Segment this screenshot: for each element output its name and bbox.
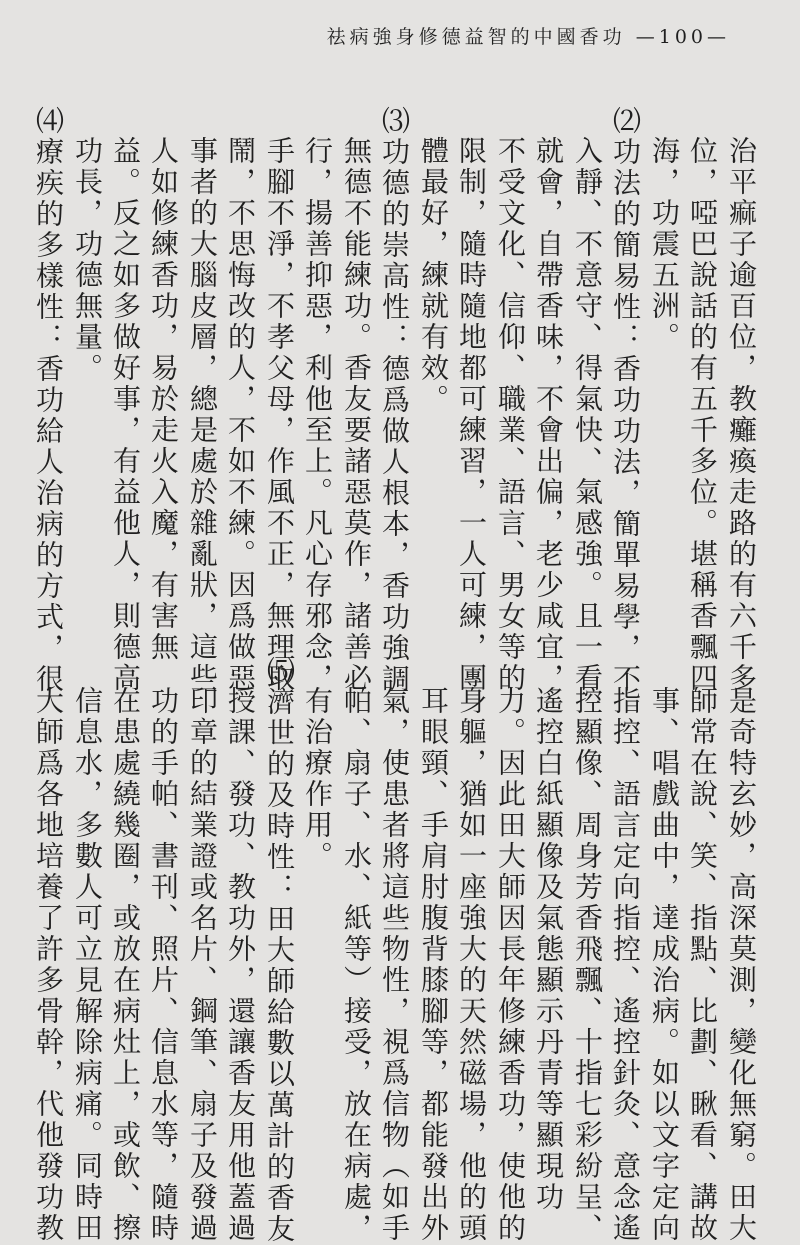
text-column: 人如修練香功，易於走火入魔，有害無 [147,136,180,663]
page-number: —100— [635,26,730,48]
text-column: 行，揚善抑惡，利他至上。凡心存邪念， [301,136,334,694]
text-column: 遙控白紙顯像及氣態顯示丹青等顯現功 [532,686,565,1213]
text-column: ⑸濟世的及時性：田大師給數以萬計的香友 [263,656,296,1245]
text-column: 力。因此田大師因長年修練香功，使他的 [494,686,527,1244]
text-column: ⑶功德的崇高性：德爲做人根本，香功強調 [378,106,411,695]
text-column: 信息水，多數人可立見解除病痛。同時田 [71,686,104,1244]
text-column: 治平痲子逾百位，教癱瘓走路的有六千多 [725,136,758,694]
text-column: 指控、語言定向指控、遙控針灸、意念遙 [609,686,642,1244]
text-column: 位，啞巴說話的有五千多位。堪稱香飄四 [686,136,719,694]
text-column: 身軀，猶如一座強大的天然磁場，他的頭 [455,686,488,1244]
text-column: 大師爲各地培養了許多骨幹，代他發功教 [32,686,65,1244]
text-column: 控顯像、周身芳香飛飄、十指七彩紛呈、 [571,686,604,1244]
text-column: 帕、扇子、水、紙等）接受，放在病處， [340,686,373,1244]
text-column: 耳眼頸、手肩肘腹背膝腳等，都能發出外 [417,686,450,1244]
text-column: 在患處繞幾圈，或放在病灶上，或飲、擦 [109,686,142,1244]
text-column: ⑷療疾的多樣性：香功給人治病的方式，很 [32,106,65,695]
text-column: 手腳不淨，不孝父母，作風不正，無理取 [263,136,296,694]
text-column: 限制，隨時隨地都可練習，一人可練，團 [455,136,488,694]
text-column: 事、唱戲曲中，達成治病。如以文字定向 [648,686,681,1244]
text-column: 不受文化、信仰、職業、語言、男女等的 [494,136,527,694]
text-column: 就會，自帶香味，不會出偏，老少咸宜， [532,136,565,694]
text-column: 鬧，不思悔改的人，不如不練。因爲做惡 [224,136,257,694]
text-column: 功的手帕、書刊、照片、信息水等，隨時 [147,686,180,1244]
text-column: 體最好，練就有效。 [417,136,450,415]
text-column: 功長，功德無量。 [71,136,104,384]
text-column: 有治療作用。 [301,686,334,872]
text-column: 無德不能練功。香友要諸惡莫作，諸善必 [340,136,373,694]
text-column: 印章的結業證或名片、鋼筆、扇子及發過 [186,686,219,1244]
text-column: ⑵功法的簡易性：香功功法，簡單易學，不 [609,106,642,695]
text-column: 事者的大腦皮層，總是處於雜亂狀，這些 [186,136,219,694]
running-title: 祛病強身修德益智的中國香功 [326,26,626,48]
text-column: 氣，使患者將這些物性，視爲信物（如手 [378,686,411,1244]
text-column: 益。反之如多做好事，有益他人，則德高 [109,136,142,694]
text-column: 海，功震五洲。 [648,136,681,353]
text-column: 入靜、不意守、得氣快、氣感強。且一看 [571,136,604,694]
text-column: 是奇特玄妙，高深莫測，變化無窮。田大 [725,686,758,1244]
page-header [327,22,730,49]
text-column: 師常在說、笑、指點、比劃、瞅看、講故 [686,686,719,1244]
text-column: 授課、發功、教功外，還讓香友用他蓋過 [224,686,257,1244]
